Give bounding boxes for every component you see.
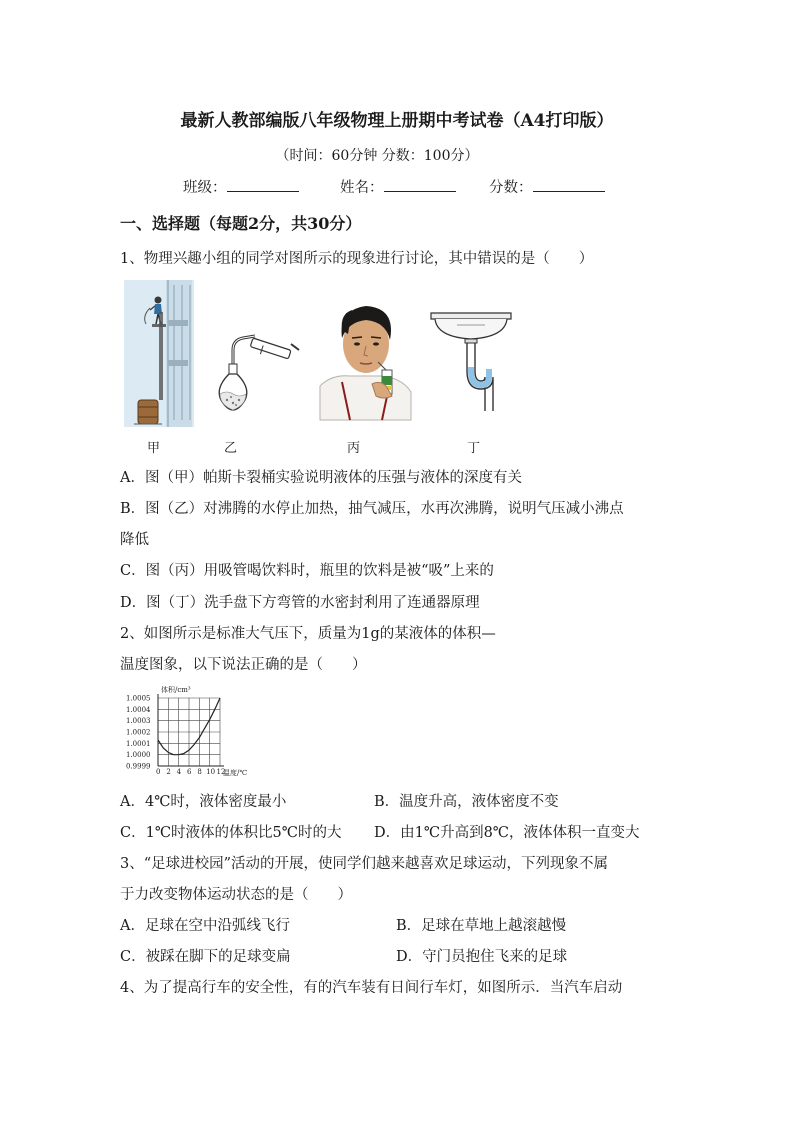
volume-temperature-chart — [124, 686, 264, 778]
name-label: 姓名： — [340, 180, 384, 196]
caption-ding: 丁 — [467, 441, 481, 456]
q3-option-a: A．足球在空中沿弧线飞行 — [120, 918, 290, 934]
q3-option-b: B．足球在草地上越滚越慢 — [396, 918, 567, 934]
y-tick-label: 0.9999 — [126, 762, 151, 771]
y-tick-label: 1.0004 — [126, 705, 151, 714]
q3-option-d: D．守门员抱住飞来的足球 — [396, 949, 568, 965]
score-label: 分数： — [489, 180, 533, 196]
q2-option-a: A．4℃时，液体密度最小 — [120, 794, 287, 810]
x-tick-label: 8 — [197, 768, 202, 776]
class-field — [183, 176, 299, 197]
sink-trap-figure — [427, 307, 515, 417]
q1-stem: 1、物理兴趣小组的同学对图所示的现象进行讨论，其中错误的是（ ） — [120, 251, 594, 267]
score-blank — [533, 177, 605, 192]
y-tick-label: 1.0003 — [126, 717, 151, 726]
name-blank — [384, 177, 456, 192]
q2-stem-line1: 2、如图所示是标准大气压下，质量为1g的某液体的体积— — [120, 626, 496, 642]
y-tick-label: 1.0000 — [126, 751, 151, 760]
q2-option-d: D．由1℃升高到8℃，液体体积一直变大 — [374, 825, 640, 841]
pascal-barrel-figure — [124, 280, 194, 427]
q3-stem-line2: 于力改变物体运动状态的是（ ） — [120, 887, 352, 903]
exam-title: 最新人教部编版八年级物理上册期中考试卷（A4打印版） — [180, 111, 614, 131]
name-field — [340, 176, 456, 197]
x-tick-label: 10 — [206, 768, 216, 776]
q1-option-b-line1: B．图（乙）对沸腾的水停止加热，抽气减压，水再次沸腾，说明气压减小沸点 — [120, 501, 624, 517]
q1-option-c: C．图（丙）用吸管喝饮料时，瓶里的饮料是被“吸”上来的 — [120, 563, 494, 579]
caption-jia: 甲 — [147, 441, 161, 456]
q1-option-b-line2: 降低 — [120, 532, 149, 548]
y-tick-label: 1.0001 — [126, 739, 151, 748]
flask-pump-figure — [213, 330, 301, 420]
x-tick-label: 12 — [216, 768, 226, 776]
score-field — [489, 176, 605, 197]
y-tick-label: 1.0005 — [126, 694, 151, 703]
q3-option-c: C．被踩在脚下的足球变扁 — [120, 949, 291, 965]
x-tick-label: 0 — [156, 768, 161, 776]
class-blank — [227, 177, 299, 192]
y-tick-label: 1.0002 — [126, 728, 151, 737]
boy-drinking-figure — [320, 300, 411, 420]
q1-option-d: D．图（丁）洗手盘下方弯管的水密封利用了连通器原理 — [120, 595, 480, 611]
section-heading: 一、选择题（每题2分，共30分） — [120, 214, 362, 233]
q2-stem-line2: 温度图象，以下说法正确的是（ ） — [120, 657, 367, 673]
caption-yi: 乙 — [224, 441, 238, 456]
caption-bing: 丙 — [347, 441, 361, 456]
chart-grid — [158, 698, 220, 766]
x-axis-label: 温度/℃ — [223, 769, 248, 777]
q4-stem: 4、为了提高行车的安全性，有的汽车装有日间行车灯，如图所示．当汽车启动 — [120, 980, 623, 996]
x-tick-label: 6 — [187, 768, 192, 776]
q3-stem-line1: 3、“足球进校园”活动的开展，使同学们越来越喜欢足球运动，下列现象不属 — [120, 856, 609, 872]
exam-subtitle: （时间：60分钟 分数：100分） — [275, 148, 479, 164]
q2-option-b: B．温度升高，液体密度不变 — [374, 794, 559, 810]
x-tick-label: 4 — [176, 768, 182, 776]
y-axis-label: 体积/cm³ — [161, 686, 191, 694]
q2-option-c: C．1℃时液体的体积比5℃时的大 — [120, 825, 342, 841]
x-tick-label: 2 — [166, 768, 171, 776]
q1-option-a: A．图（甲）帕斯卡裂桶实验说明液体的压强与液体的深度有关 — [120, 470, 522, 486]
class-label: 班级： — [183, 180, 227, 196]
